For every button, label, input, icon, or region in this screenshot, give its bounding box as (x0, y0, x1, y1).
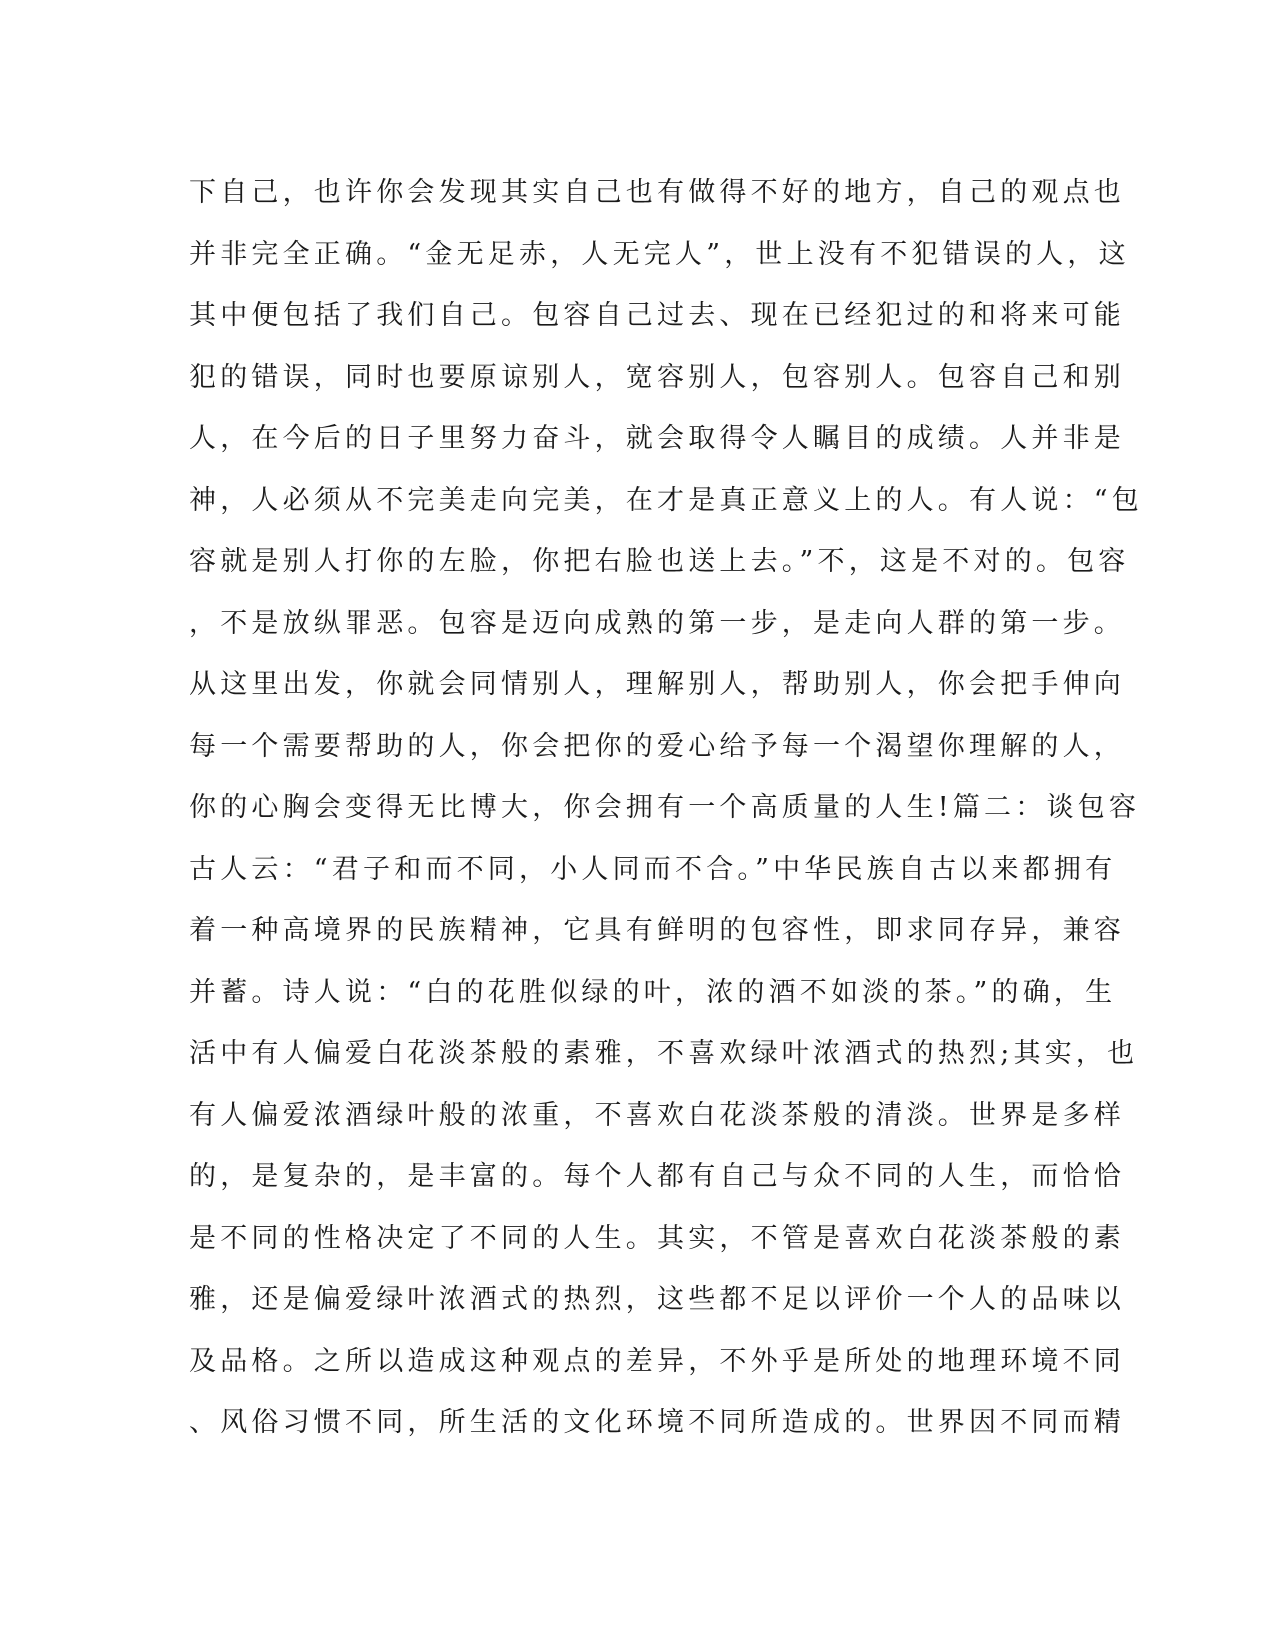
text-line: ，不是放纵罪恶。包容是迈向成熟的第一步，是走向人群的第一步。 (189, 607, 1125, 639)
text-line: 并非完全正确。“金无足赤，人无完人”，世上没有不犯错误的人，这 (189, 238, 1130, 270)
text-line: 雅，还是偏爱绿叶浓酒式的热烈，这些都不足以评价一个人的品味以 (189, 1284, 1125, 1315)
text-line: 下自己，也许你会发现其实自己也有做得不好的地方，自己的观点也 (189, 177, 1125, 208)
text-line: 并蓄。诗人说：“白的花胜似绿的叶，浓的酒不如淡的茶。”的确，生 (189, 976, 1117, 1008)
text-line: 犯的错误，同时也要原谅别人，宽容别人，包容别人。包容自己和别 (189, 361, 1125, 393)
body-text (189, 162, 1144, 1454)
text-line: 是不同的性格决定了不同的人生。其实，不管是喜欢白花淡茶般的素 (189, 1222, 1125, 1254)
text-line: 你的心胸会变得无比博大，你会拥有一个高质量的人生!篇二：谈包容 (189, 792, 1141, 823)
text-line: 着一种高境界的民族精神，它具有鲜明的包容性，即求同存异，兼容 (189, 915, 1125, 946)
text-line: 神，人必须从不完美走向完美，在才是真正意义上的人。有人说：“包 (189, 484, 1144, 516)
text-line: 容就是别人打你的左脸，你把右脸也送上去。”不，这是不对的。包容 (189, 546, 1130, 577)
text-line: 人，在今后的日子里努力奋斗，就会取得令人瞩目的成绩。人并非是 (189, 423, 1125, 454)
text-line: 其中便包括了我们自己。包容自己过去、现在已经犯过的和将来可能 (189, 300, 1125, 331)
text-line: 古人云：“君子和而不同，小人同而不合。”中华民族自古以来都拥有 (189, 853, 1117, 885)
text-line: 的，是复杂的，是丰富的。每个人都有自己与众不同的人生，而恰恰 (189, 1161, 1125, 1192)
text-line: 、风俗习惯不同，所生活的文化环境不同所造成的。世界因不同而精 (189, 1407, 1125, 1438)
text-line: 活中有人偏爱白花淡茶般的素雅，不喜欢绿叶浓酒式的热烈;其实，也 (189, 1038, 1139, 1069)
text-line: 有人偏爱浓酒绿叶般的浓重，不喜欢白花淡茶般的清淡。世界是多样 (189, 1099, 1125, 1131)
text-line: 及品格。之所以造成这种观点的差异，不外乎是所处的地理环境不同 (189, 1345, 1125, 1377)
text-line: 从这里出发，你就会同情别人，理解别人，帮助别人，你会把手伸向 (189, 669, 1125, 700)
text-line: 每一个需要帮助的人，你会把你的爱心给予每一个渴望你理解的人， (189, 730, 1125, 762)
